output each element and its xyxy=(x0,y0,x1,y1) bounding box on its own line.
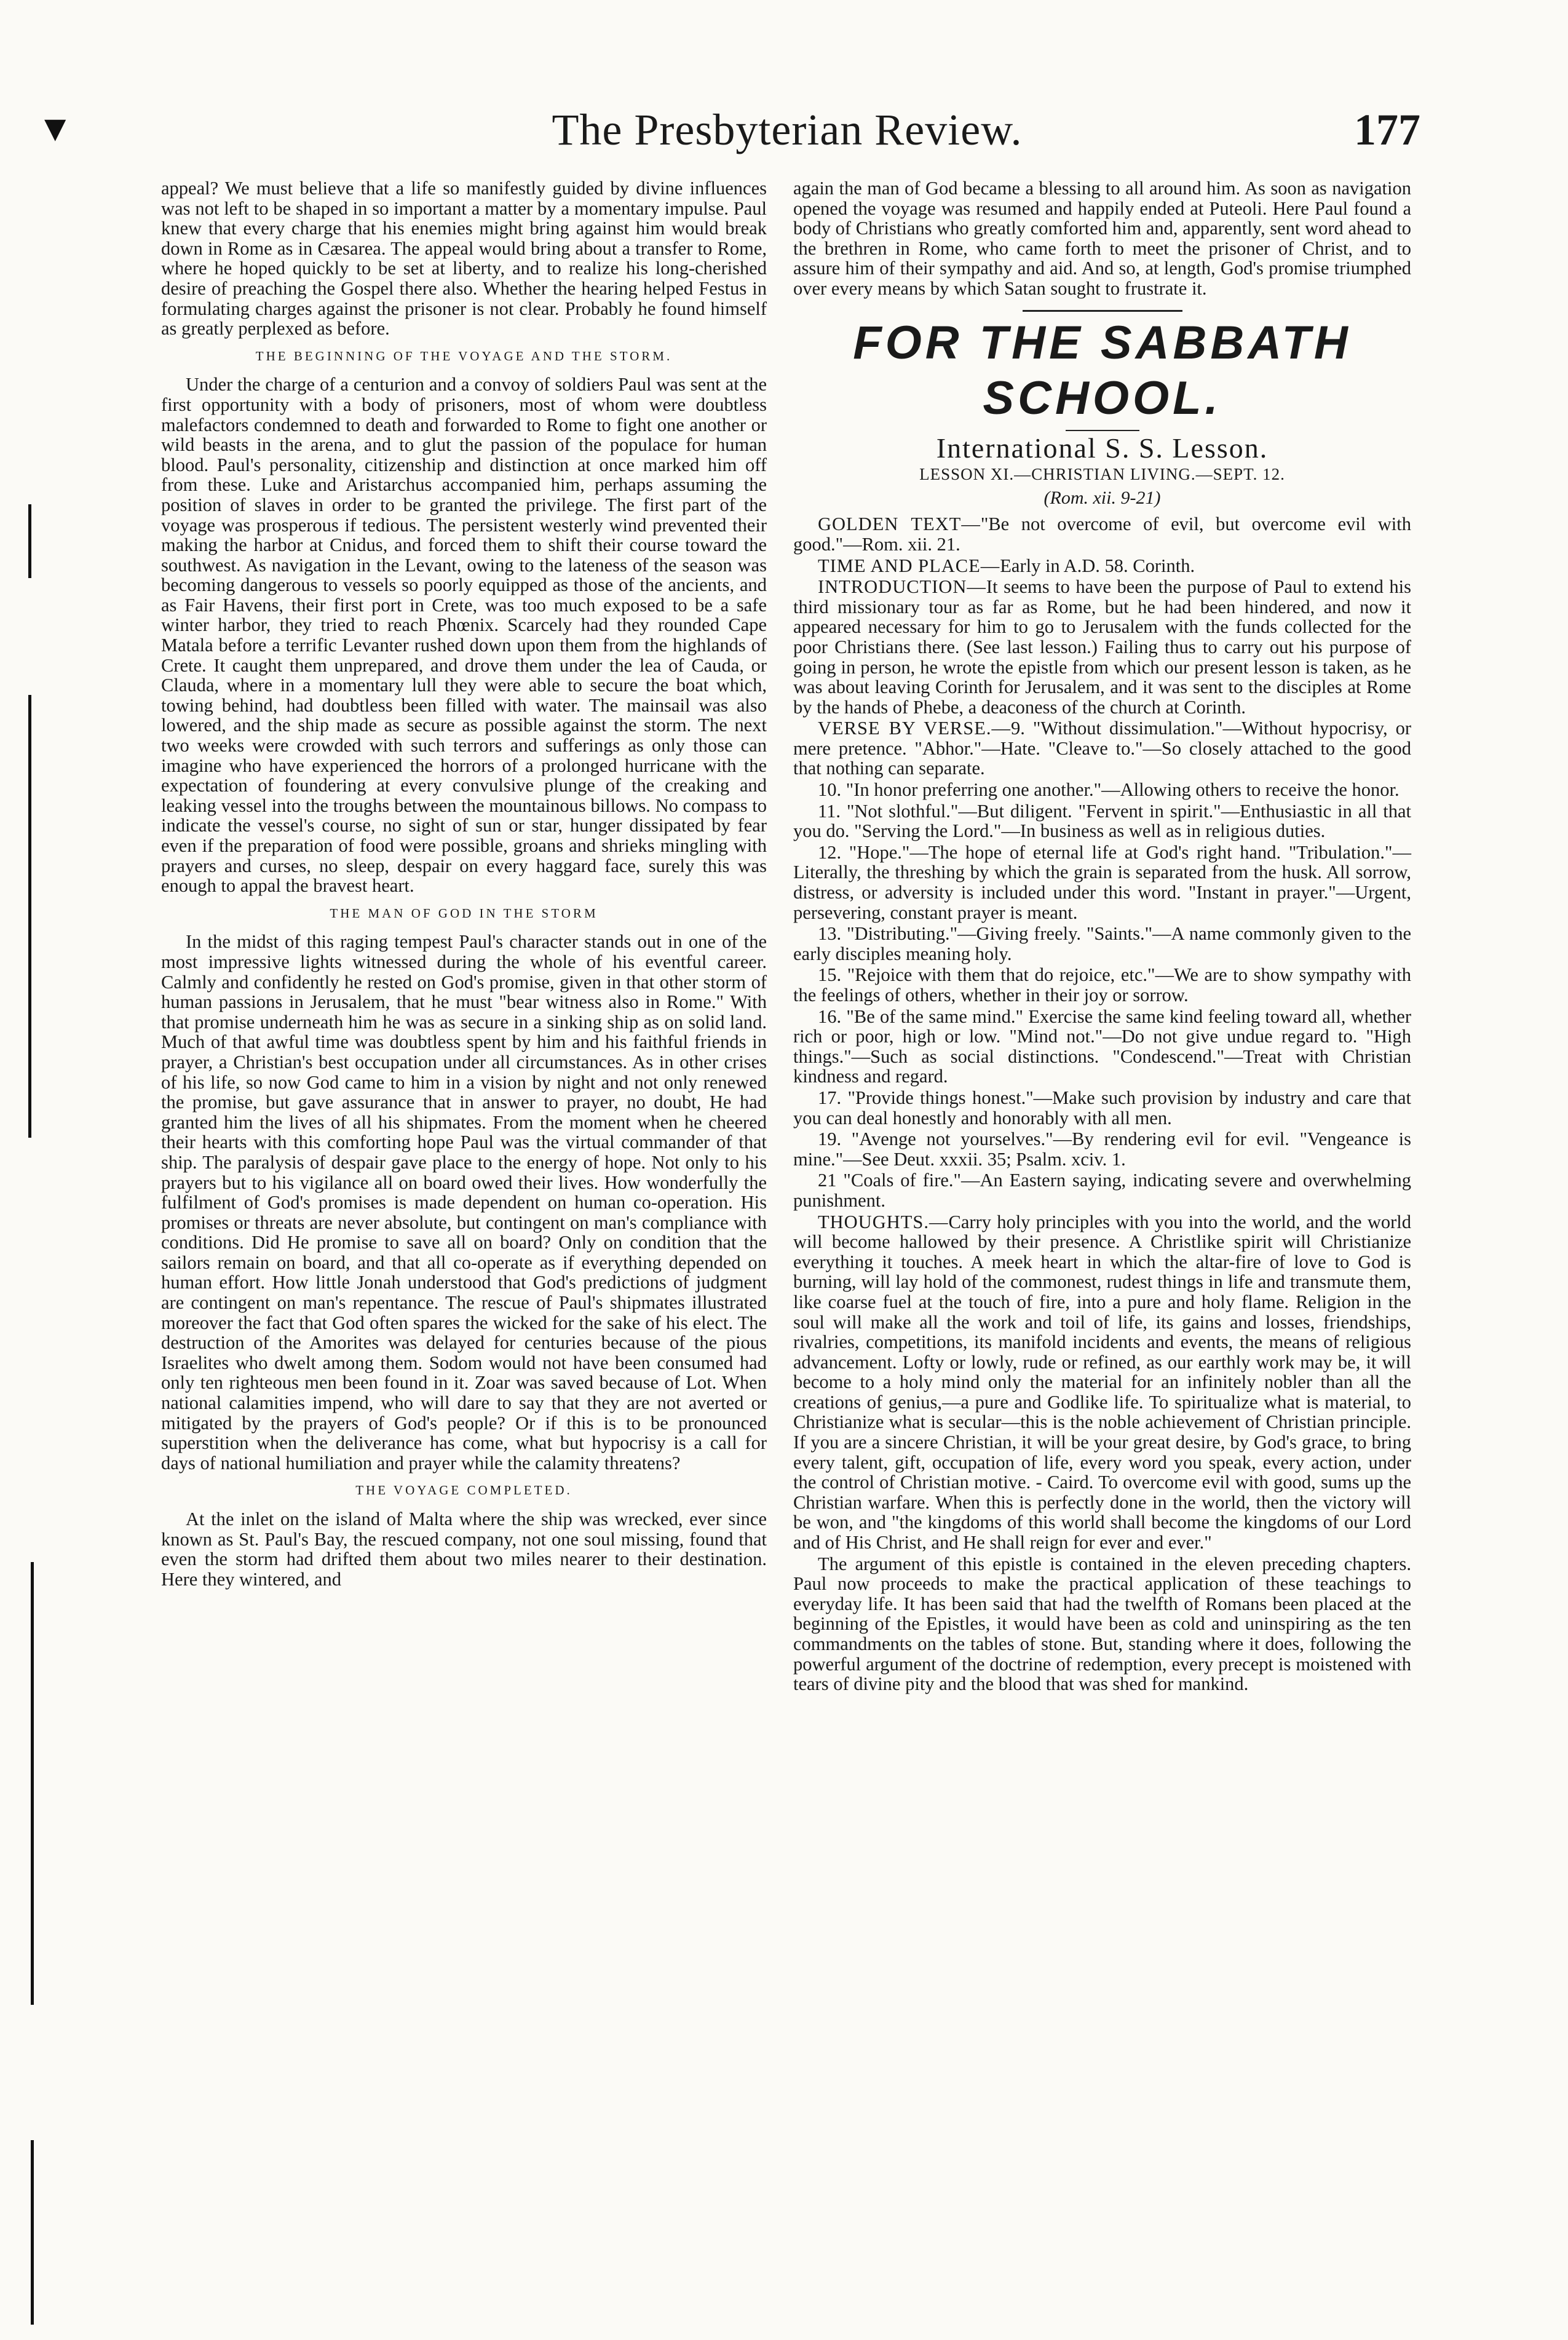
verse-11: 11. "Not slothful."—But diligent. "Fervent in spirit."—Enthusiastic in all that you do. "Serving the Lord."—In business as well as in religious duties. xyxy=(793,800,1411,842)
verse-10: 10. "In honor preferring one another."—Allowing others to receive the honor. xyxy=(818,779,1400,801)
lesson-reference: (Rom. xii. 9-21) xyxy=(1043,487,1161,508)
section-heading-voyage-completed: THE VOYAGE COMPLETED. xyxy=(355,1483,572,1498)
verse-label: VERSE BY VERSE.— xyxy=(818,718,1011,739)
left-column xyxy=(161,178,767,1590)
margin-binding-line-4 xyxy=(31,2140,34,2325)
time-body: Early in A.D. 58. Corinth. xyxy=(1000,555,1195,576)
margin-binding-line-1 xyxy=(28,504,31,578)
verse-15: 15. "Rejoice with them that do rejoice, etc."—We are to show sympathy with the feelings of others, whether in their joy or sorrow. xyxy=(793,964,1411,1005)
left-paragraph-4: At the inlet on the island of Malta where the ship was wrecked, ever since known as St. Paul's Bay, the rescued company, not one soul missing, found that even the storm had drifted them about two miles nearer to their destination. Here they wintered, and xyxy=(161,1509,767,1590)
margin-binding-line-3 xyxy=(31,1562,34,2005)
verse-13: 13. "Distributing."—Giving freely. "Saints."—A name commonly given to the early disciples meaning holy. xyxy=(793,923,1411,964)
verse-12: 12. "Hope."—The hope of eternal life at God's right hand. "Tribulation."—Literally, the threshing by which the grain is separated from the husk. All sorrow, distress, or adversity is included under this word. "Instant in prayer."—Urgent, persevering, constant prayer is meant. xyxy=(793,841,1411,923)
section-divider xyxy=(1023,310,1182,312)
right-paragraph-1: again the man of God became a blessing to all around him. As soon as navigation opened the voyage was resumed and happily ended at Puteoli. Here Paul found a body of Christians who greatly comforted him and, apparently, sent word ahead to the brethren in Rome, who came forth to meet the prisoner of Christ, and to assure him of their sympathy and aid. And so, at length, God's promise triumphed over every means by which Satan sought to frustrate it. xyxy=(793,178,1411,299)
left-paragraph-1: appeal? We must believe that a life so manifestly guided by divine influences was not left to be shaped in so important a matter by a momentary impulse. Paul knew that every charge that his enemies might bring against him would break down in Rome as in Cæsarea. The appeal would bring about a transfer to Rome, where he hoped quickly to be set at liberty, and to realize his long-cherished desire of preaching the Gospel there also. Whether the hearing helped Festus in formulating charges against the prisoner is not clear. Probably he found himself as greatly perplexed as before. xyxy=(161,178,767,339)
intro-label: INTRODUCTION— xyxy=(818,576,986,598)
lesson-number: LESSON XI.—CHRISTIAN LIVING.—SEPT. 12. xyxy=(919,465,1285,484)
introduction xyxy=(793,577,1411,717)
section-heading-voyage-storm: THE BEGINNING OF THE VOYAGE AND THE STORM. xyxy=(255,348,673,363)
verse-19: 19. "Avenge not yourselves."—By rendering evil for evil. "Vengeance is mine."—See Deut. xxxii. 35; Psalm. xciv. 1. xyxy=(793,1128,1411,1170)
margin-mark-top: ▼ xyxy=(37,108,74,149)
left-paragraph-2: Under the charge of a centurion and a convoy of soldiers Paul was sent at the first opportunity with a body of prisoners, most of whom were doubtless malefactors condemned to death and forwarded to Rome to fight one another or wild beasts in the arena, and to glut the passion of the populace for human blood. Paul's personality, citizenship and distinction at once marked him off from these. Luke and Aristarchus accompanied him, perhaps assuming the position of slaves in order to be granted the privilege. The first part of the voyage was prosperous if tedious. The persistent westerly wind prevented their making the harbor at Cnidus, and forced them to shift their course toward the southwest. As navigation in the Levant, owing to the lateness of the season was becoming dangerous to vessels so poorly equipped as those of the ancients, and as Fair Havens, their first port in Crete, was too much exposed to be a safe winter harbor, they tried to reach Phœnix. Scarcely had they rounded Cape Matala before a terrific Levanter rushed down upon them from the highlands of Crete. It caught them unprepared, and drove them under the lea of Cauda, or Clauda, where in a momentary lull they were able to secure the boat which, towing behind, had doubtless been filled with water. The mainsail was also lowered, and the ship made as secure as possible against the storm. The next two weeks were crowded with such terrors and sufferings as only those can imagine who have experienced the horrors of a prolonged hurricane with the expectation of foundering at every convulsive plunge of the creaking and leaking vessel into the troughs between the mountainous billows. No compass to indicate the vessel's course, no sight of sun or star, hunger dissipated by fear even if the preparation of food were possible, groans and shrieks mingling with prayers and curses, no sleep, despair on every haggard face, surely this was enough to appal the bravest heart. xyxy=(161,374,767,897)
sabbath-school-title: FOR THE SABBATH SCHOOL. xyxy=(853,316,1352,424)
verse-by-verse xyxy=(793,718,1411,779)
closing-paragraph: The argument of this epistle is contained in the eleven preceding chapters. Paul now proceeds to make the practical application of these teachings to everyday life. It has been said that had the twelfth of Romans been placed at the beginning of the Epistles, it would have been as cold and uninspiring as the ten commandments on the tables of stone. But, standing where it does, following the powerful argument of the doctrine of redemption, every precept is moistened with tears of divine pity and the blood that was shed for mankind. xyxy=(793,1553,1411,1695)
right-column xyxy=(793,178,1411,1696)
time-label: TIME AND PLACE— xyxy=(818,555,1000,576)
title-underline xyxy=(1066,430,1139,431)
page-header xyxy=(154,105,1420,166)
thoughts-body: Carry holy principles with you into the world, and the world will become hallowed by their presence. A Christlike spirit will Christianize everything it touches. A meek heart in which the altar-fire of love to God is burning, will lay hold of the commonest, rudest things in life and transmute them, like coarse fuel at the touch of fire, into a pure and holy flame. Religion in the soul will make all the work and toil of life, its gains and losses, friendships, rivalries, competitions, its manifold incidents and events, the means of religious advancement. Lofty or lowly, rude or refined, as our earthly work may be, it will become to a holy mind only the material for an infinitely nobler than all the creations of genius,—a pure and Godlike life. To spiritualize what is material, to Christianize what is secular—this is the noble achievement of Christian principle. If you are a sincere Christian, it will be your great desire, by God's grace, to bring every talent, gift, occupation of life, every word you speak, every action, under the control of Christian motive. - Caird. To overcome evil with good, sums up the Christian warfare. When this is perfectly done in the world, then the victory will be won, and "the kingdoms of this world shall become the kingdoms of our Lord and of His Christ, and He shall reign for ever and ever." xyxy=(793,1211,1411,1553)
verse-body: 9. "Without dissimulation."—Without hypocrisy, or mere pretence. "Abhor."—Hate. "Cleave to."—So closely attached to the good that nothing can separate. xyxy=(793,718,1411,779)
publication-title: The Presbyterian Review. xyxy=(552,105,1023,154)
verse-21: 21 "Coals of fire."—An Eastern saying, indicating severe and overwhelming punishment. xyxy=(793,1170,1411,1211)
left-paragraph-3: In the midst of this raging tempest Paul's character stands out in one of the most impressive lights witnessed during the whole of his eventful career. Calmly and confidently he rested on God's promise, given in that other storm of human passions in Jerusalem, that he must "bear witness also in Rome." With that promise underneath him he was as secure in a sinking ship as on solid land. Much of that awful time was doubtless spent by him and his faithful friends in prayer, a Christian's best occupation under all circumstances. As in other crises of his life, so now God came to him in a vision by night and not only renewed the promise, but gave assurance that in answer to prayer, no doubt, He had granted him the lives of all his shipmates. From the moment when he cheered their hearts with this comforting hope Paul was the virtual commander of that ship. The paralysis of despair gave place to the energy of hope. Not only to his prayers but to his vigilance all on board owed their lives. How wonderfully the fulfilment of God's promises is made dependent on human co-operation. His promises or threats are never absolute, but contingent on man's compliance with conditions. Did He promise to save all on board? Only on condition that the sailors remain on board, and that all co-operate as if everything depended on human effort. How little Jonah understood that God's predictions of judgment are contingent on man's repentance. The rescue of Paul's shipmates illustrated moreover the fact that God often spares the wicked for the sake of his elect. The destruction of the Amorites was delayed for centuries because of the pious Israelites who dwelt among them. Sodom would not have been consumed had only ten righteous men been found in it. Zoar was saved because of Lot. When national calamities impend, who will dare to say that they are not averted or mitigated by the prayers of God's people? Or if this is to be pronounced superstition when the deliverance has come, what but hypocrisy is a call for days of national humiliation and prayer while the calamity threatens? xyxy=(161,931,767,1473)
intro-body: It seems to have been the purpose of Paul to extend his third missionary tour as far as Rome, but he had been hindered, and now it appeared necessary for him to go to Jerusalem with the funds collected for the poor Christians there. (See last lesson.) Failing thus to carry out his purpose of going in person, he wrote the epistle from which our present lesson is taken, as he was about leaving Corinth for Jerusalem, and it was sent to the disciples at Rome by the hands of Phebe, a deaconess of the church at Corinth. xyxy=(793,576,1411,718)
golden-text-label: GOLDEN TEXT— xyxy=(818,514,981,535)
golden-text-body: "Be not overcome of evil, but overcome evil with good."—Rom. xii. 21. xyxy=(793,514,1411,555)
verse-16: 16. "Be of the same mind." Exercise the same kind feeling toward all, whether rich or poor, high or low. "Mind not."—Do not give undue regard to. "High things."—Such as social distinctions. "Condescend."—Treat with Christian kindness and regard. xyxy=(793,1005,1411,1087)
margin-binding-line-2 xyxy=(28,695,31,1138)
thoughts xyxy=(793,1212,1411,1553)
verse-17: 17. "Provide things honest."—Make such provision by industry and care that you can deal honestly and honorably with all men. xyxy=(793,1087,1411,1128)
golden-text xyxy=(793,514,1411,554)
thoughts-label: THOUGHTS.— xyxy=(818,1211,949,1232)
lesson-heading: International S. S. Lesson. xyxy=(936,432,1269,464)
section-heading-man-of-god: THE MAN OF GOD IN THE STORM xyxy=(330,905,598,921)
time-and-place xyxy=(793,556,1411,576)
page-number: 177 xyxy=(1354,105,1420,154)
